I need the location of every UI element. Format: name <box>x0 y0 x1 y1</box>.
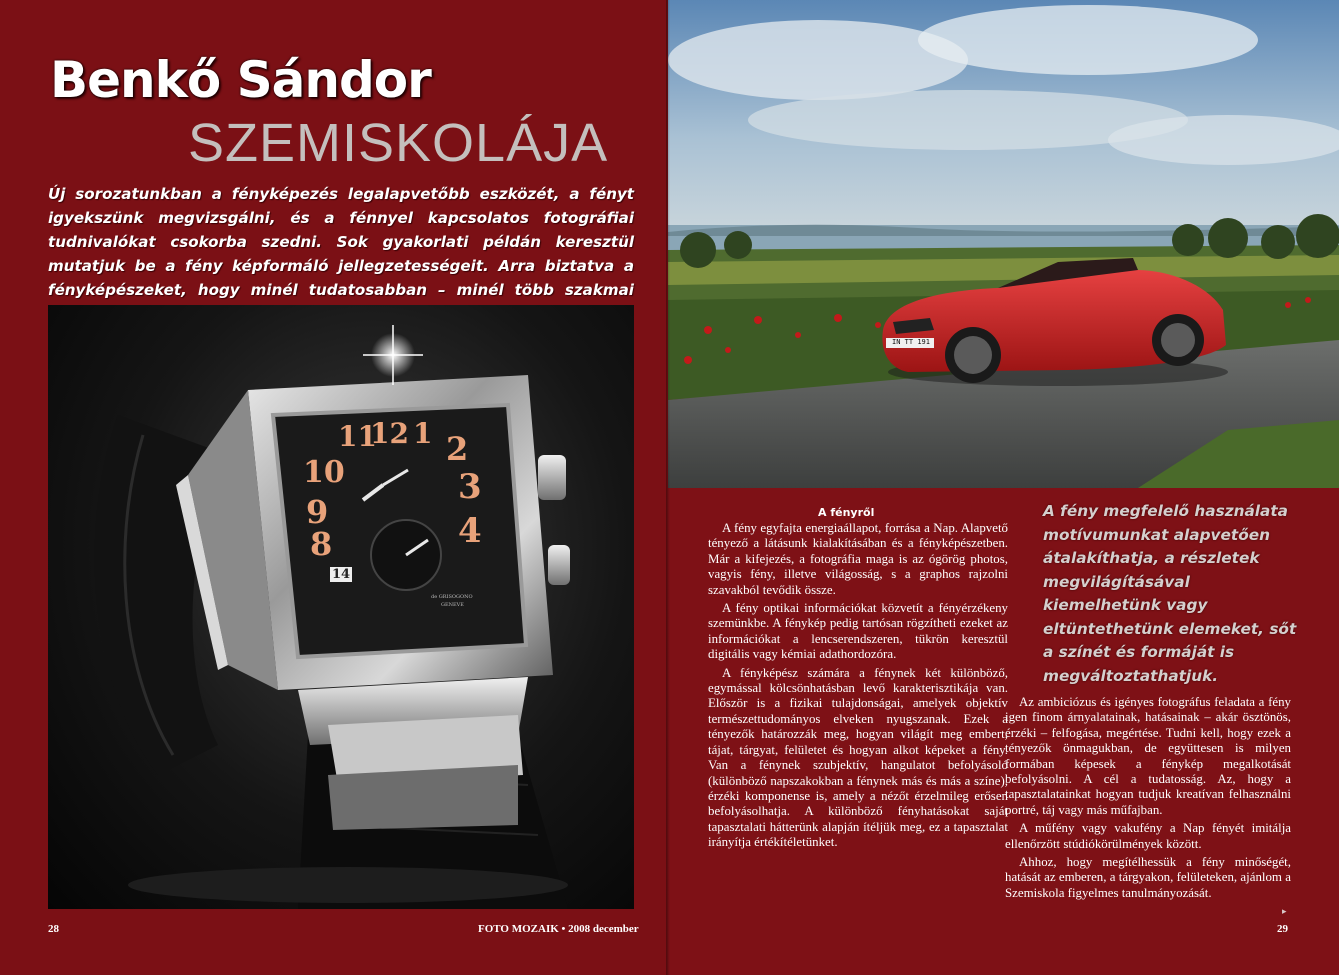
numeral-10: 10 <box>303 455 345 490</box>
article-author-title: Benkő Sándor <box>50 51 431 109</box>
body-column-left <box>708 521 1008 854</box>
watch-brand: de GRISOGONO <box>431 594 473 600</box>
numeral-2: 2 <box>446 430 469 468</box>
numeral-8: 8 <box>310 525 333 563</box>
watch-numerals <box>48 305 634 909</box>
article-series-title: SZEMISKOLÁJA <box>188 113 609 173</box>
watch-photo <box>48 305 634 909</box>
body-paragraph: A fény egyfajta energiaállapot, forrása a Nap. Alapvető tényező a látásunk kialakításában és a fényképészetben. Már a kifejezés, a fotográfia maga is az ógörög photos, vagyis fény, illetve világosság, s a graphos rajzolni szavakból tevődik össze. <box>708 521 1008 597</box>
date-window: 14 <box>332 567 351 582</box>
numeral-4: 4 <box>458 511 482 551</box>
numeral-3: 3 <box>458 467 482 507</box>
page-number-right: 29 <box>1277 923 1288 935</box>
page-spine <box>666 0 670 975</box>
body-paragraph: Ahhoz, hogy megítélhessük a fény minőségét, hatását az emberen, a tárgyakon, felületeken, ajánlom a Szemiskola figyelmes tanulmányozását. <box>1005 855 1291 900</box>
numeral-11: 11 <box>338 420 377 453</box>
page-number-left: 28 <box>48 923 59 935</box>
body-column-right <box>1005 695 1291 904</box>
numeral-12: 12 <box>370 417 409 450</box>
continue-arrow-icon: ▸ <box>1282 906 1287 916</box>
numeral-9: 9 <box>306 493 329 531</box>
watch-city: GENEVE <box>441 602 464 608</box>
pull-quote: A fény megfelelő használata motívumunkat alapvetően átalakíthatja, a részletek megvilágításával kiemelhetünk vagy eltüntethetünk elemeket, sőt a színét és formáját is megváltoztathatjuk. <box>1043 502 1297 685</box>
intro-paragraph: Új sorozatunkban a fényképezés legalapvetőbb eszközét, a fényt igyekszünk megvizsgálni, és a fénnyel kapcsolatos fotográfiai tudnivalókat csokorba szedni. Sok gyakorlati példán keresztül mutatjuk be a fény képformáló jellegzetességeit. Arra biztatva a fényképészeket, hogy minél tudatosabban – minél több szakmai <box>48 185 634 299</box>
numeral-1: 1 <box>413 417 433 450</box>
body-paragraph: Az ambiciózus és igényes fotográfus feladata a fény igen finom árnyalatainak, hatásainak – akár ösztönös, érzéki – felfogása, megértése. Tudni kell, hogy ezek a tényezők önmagukban, de együttesen is milyen formában képesek a fénykép megalkotását befolyásolni. A cél a tudatosság. Az, hogy a tapasztalatainkat hogyan tudjuk kreatívan felhasználni portré, táj vagy más műfajban. <box>1005 695 1291 817</box>
body-paragraph: A fény optikai információkat közvetít a fényérzékeny szemünkbe. A fénykép pedig tartósan rögzítheti ezeket az információkat a lencserendszeren, tükrön keresztül digitális vagy kémiai adathordozóra. <box>708 601 1008 662</box>
body-paragraph: A fényképész számára a fénynek két különböző, egymással kölcsönhatásban levő karakterisztikája van. Először is a fizikai tulajdonságai, amelyek objektív természettudományos elveken nyugszanak. Ezek a tényezők határozzák meg, hogyan világít meg embert, tájat, tárgyat, felületet és hogyan alkot képeket a fény. Van a fénynek szubjektív, hangulatot befolyásoló (különböző napszakokban a fénynek más és más a színe), érzéki komponense is, amely a nézőt érzelmileg erősen befolyásolhatja. A különböző fényhatásokat saját tapasztalati hátterünk alapján ítéljük meg, ez a tapasztalat irányítja értékítéletünket. <box>708 665 1008 850</box>
magazine-footer: FOTO MOZAIK • 2008 december <box>478 923 639 935</box>
body-paragraph: A műfény vagy vakufény a Nap fényét imitálja ellenőrzött stúdiókörülmények között. <box>1005 821 1291 851</box>
license-plate: IN TT 191 <box>892 338 930 346</box>
section-heading: A fényről <box>818 506 875 519</box>
car-photo <box>668 0 1339 488</box>
